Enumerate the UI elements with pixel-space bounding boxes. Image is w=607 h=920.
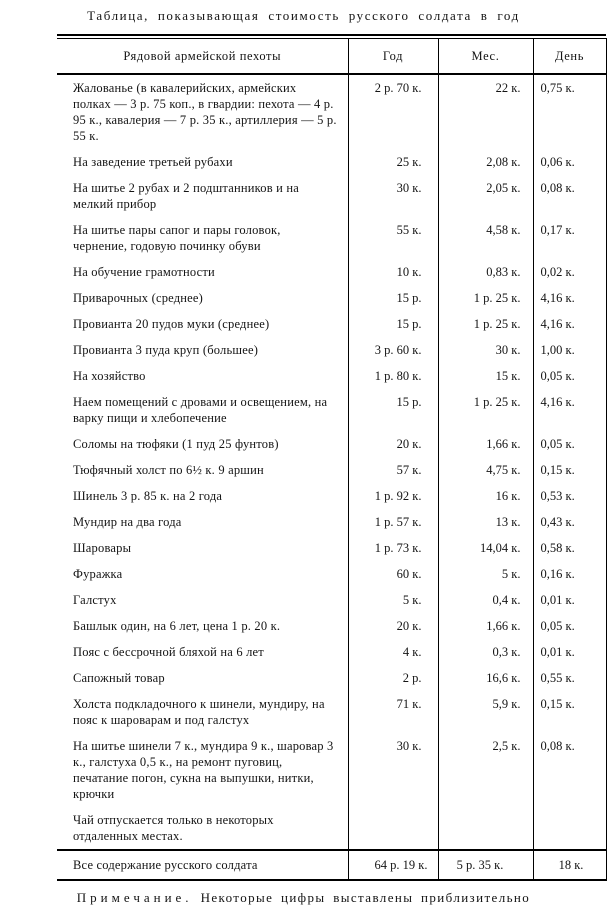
cell-day: 0,08 к. (533, 175, 606, 217)
table-row (57, 285, 606, 311)
cell-day: 4,16 к. (533, 389, 606, 431)
total-label: Все содержание русского солдата (57, 850, 348, 880)
cell-label: Чай отпускается только в некоторых отдаленных местах. (73, 813, 274, 843)
cell-day (533, 807, 606, 850)
cell-day: 4,16 к. (533, 311, 606, 337)
cell-day: 0,16 к. (533, 561, 606, 587)
cell-day: 0,05 к. (533, 613, 606, 639)
cell-label: На заведение третьей рубахи (73, 155, 233, 169)
cell-label: Холста подкладочного к шинели, мундиру, на пояс к шароварам и под галстух (73, 697, 325, 727)
table-row (57, 363, 606, 389)
table-row (57, 561, 606, 587)
cell-label: На хозяйство (73, 369, 146, 383)
header-cell-day: День (533, 39, 606, 75)
cell-month: 1,66 к. (438, 431, 533, 457)
cell-label: На шитье шинели 7 к., мундира 9 к., шаровар 3 к., галстуха 0,5 к., на ремонт пуговиц, печатание погон, сукна на выпушки, нитки, крючки (73, 739, 334, 801)
header-row (57, 39, 606, 75)
cell-month: 2,5 к. (438, 733, 533, 807)
table-frame (57, 34, 606, 881)
table-header (57, 39, 606, 75)
cell-month: 0,4 к. (438, 587, 533, 613)
table-row (57, 457, 606, 483)
total-month: 5 р. 35 к. (438, 850, 533, 880)
cell-day: 0,08 к. (533, 733, 606, 807)
cell-day: 0,15 к. (533, 457, 606, 483)
cell-year: 30 к. (348, 733, 438, 807)
cell-label: На шитье 2 рубах и 2 подштанников и на мелкий прибор (73, 181, 300, 211)
cell-month: 16 к. (438, 483, 533, 509)
cell-day: 0,06 к. (533, 149, 606, 175)
table-title: Таблица, показывающая стоимость русского солдата в год (87, 8, 520, 23)
cell-month: 5 к. (438, 561, 533, 587)
cell-month: 4,75 к. (438, 457, 533, 483)
cell-label: Шаровары (73, 541, 132, 555)
table-row (57, 149, 606, 175)
cell-day: 0,43 к. (533, 509, 606, 535)
table-row (57, 587, 606, 613)
cell-year: 57 к. (348, 457, 438, 483)
table-row (57, 665, 606, 691)
cell-year: 1 р. 73 к. (348, 535, 438, 561)
cell-day: 0,75 к. (533, 74, 606, 149)
table-row (57, 311, 606, 337)
cell-label: На обучение грамотности (73, 265, 215, 279)
cell-label: На шитье пары сапог и пары головок, чернение, годовую починку обуви (73, 223, 281, 253)
cell-label: Наем помещений с дровами и освещением, на варку пищи и хлебопечение (73, 395, 328, 425)
cell-label: Провианта 20 пудов муки (среднее) (73, 317, 270, 331)
table-row (57, 483, 606, 509)
footnote-text: Некоторые цифры выставлены приблизительно (200, 890, 531, 905)
cell-month: 4,58 к. (438, 217, 533, 259)
cell-day: 0,01 к. (533, 639, 606, 665)
table-row (57, 733, 606, 807)
cell-label: Фуражка (73, 567, 123, 581)
cell-month: 14,04 к. (438, 535, 533, 561)
header-cell-year: Год (348, 39, 438, 75)
cell-month: 5,9 к. (438, 691, 533, 733)
header-cell-month: Мес. (438, 39, 533, 75)
cell-year: 4 к. (348, 639, 438, 665)
cell-day: 4,16 к. (533, 285, 606, 311)
cell-year: 30 к. (348, 175, 438, 217)
cell-day: 0,17 к. (533, 217, 606, 259)
cell-year: 20 к. (348, 431, 438, 457)
cell-month: 15 к. (438, 363, 533, 389)
cell-day: 0,58 к. (533, 535, 606, 561)
table-row (57, 639, 606, 665)
cell-month: 1 р. 25 к. (438, 389, 533, 431)
cell-year: 15 р. (348, 389, 438, 431)
cell-day: 0,05 к. (533, 431, 606, 457)
cell-year: 15 р. (348, 311, 438, 337)
table-row (57, 74, 606, 149)
cell-day: 0,01 к. (533, 587, 606, 613)
cell-month: 0,3 к. (438, 639, 533, 665)
cell-month: 22 к. (438, 74, 533, 149)
cell-label: Галстух (73, 593, 117, 607)
cell-label: Мундир на два года (73, 515, 182, 529)
cell-month: 2,05 к. (438, 175, 533, 217)
cell-day: 0,02 к. (533, 259, 606, 285)
cell-label: Тюфячный холст по 6½ к. 9 аршин (73, 463, 264, 477)
table-row (57, 509, 606, 535)
cell-year: 10 к. (348, 259, 438, 285)
cell-year: 25 к. (348, 149, 438, 175)
cell-month (438, 807, 533, 850)
cell-year: 1 р. 57 к. (348, 509, 438, 535)
cell-day: 0,53 к. (533, 483, 606, 509)
cell-label: Сапожный товар (73, 671, 165, 685)
cell-month: 13 к. (438, 509, 533, 535)
total-row (57, 850, 606, 880)
cell-label: Соломы на тюфяки (1 пуд 25 фунтов) (73, 437, 279, 451)
total-day: 18 к. (533, 850, 606, 880)
cell-day: 0,55 к. (533, 665, 606, 691)
table-row (57, 217, 606, 259)
table-body (57, 74, 606, 850)
cell-day: 1,00 к. (533, 337, 606, 363)
cell-year (348, 807, 438, 850)
cell-year: 60 к. (348, 561, 438, 587)
cell-month: 2,08 к. (438, 149, 533, 175)
cell-day: 0,15 к. (533, 691, 606, 733)
cell-label: Приварочных (среднее) (73, 291, 204, 305)
table-row (57, 535, 606, 561)
table-row (57, 259, 606, 285)
cell-month: 0,83 к. (438, 259, 533, 285)
table-row (57, 337, 606, 363)
table-row (57, 613, 606, 639)
table-row (57, 175, 606, 217)
table-row (57, 431, 606, 457)
cell-month: 1,66 к. (438, 613, 533, 639)
cell-label: Шинель 3 р. 85 к. на 2 года (73, 489, 223, 503)
table-footer (57, 850, 606, 880)
cell-label: Провианта 3 пуда круп (большее) (73, 343, 259, 357)
cell-month: 16,6 к. (438, 665, 533, 691)
cell-year: 5 к. (348, 587, 438, 613)
header-cell-label: Рядовой армейской пехоты (57, 39, 348, 75)
cell-label: Пояс с бессрочной бляхой на 6 лет (73, 645, 264, 659)
cell-year: 1 р. 92 к. (348, 483, 438, 509)
cell-label: Жалованье (в кавалерийских, армейских полках — 3 р. 75 коп., в гвардии: пехота — 4 р. 95 к., кавалерия — 7 р. 35 к., артиллерия — 5 р. 55 к. (73, 81, 337, 143)
cell-month: 30 к. (438, 337, 533, 363)
cell-year: 71 к. (348, 691, 438, 733)
footnote-heading: Примечание. (76, 890, 193, 905)
cell-label: Башлык один, на 6 лет, цена 1 р. 20 к. (73, 619, 281, 633)
cell-month: 1 р. 25 к. (438, 285, 533, 311)
table-row (57, 389, 606, 431)
cell-year: 3 р. 60 к. (348, 337, 438, 363)
cell-year: 2 р. (348, 665, 438, 691)
table-row (57, 807, 606, 850)
cell-year: 55 к. (348, 217, 438, 259)
cell-day: 0,05 к. (533, 363, 606, 389)
cell-month: 1 р. 25 к. (438, 311, 533, 337)
cost-table (57, 38, 607, 881)
cell-year: 20 к. (348, 613, 438, 639)
cell-year: 15 р. (348, 285, 438, 311)
footnote (0, 890, 607, 906)
table-row (57, 691, 606, 733)
total-year: 64 р. 19 к. (348, 850, 438, 880)
cell-year: 2 р. 70 к. (348, 74, 438, 149)
cell-year: 1 р. 80 к. (348, 363, 438, 389)
